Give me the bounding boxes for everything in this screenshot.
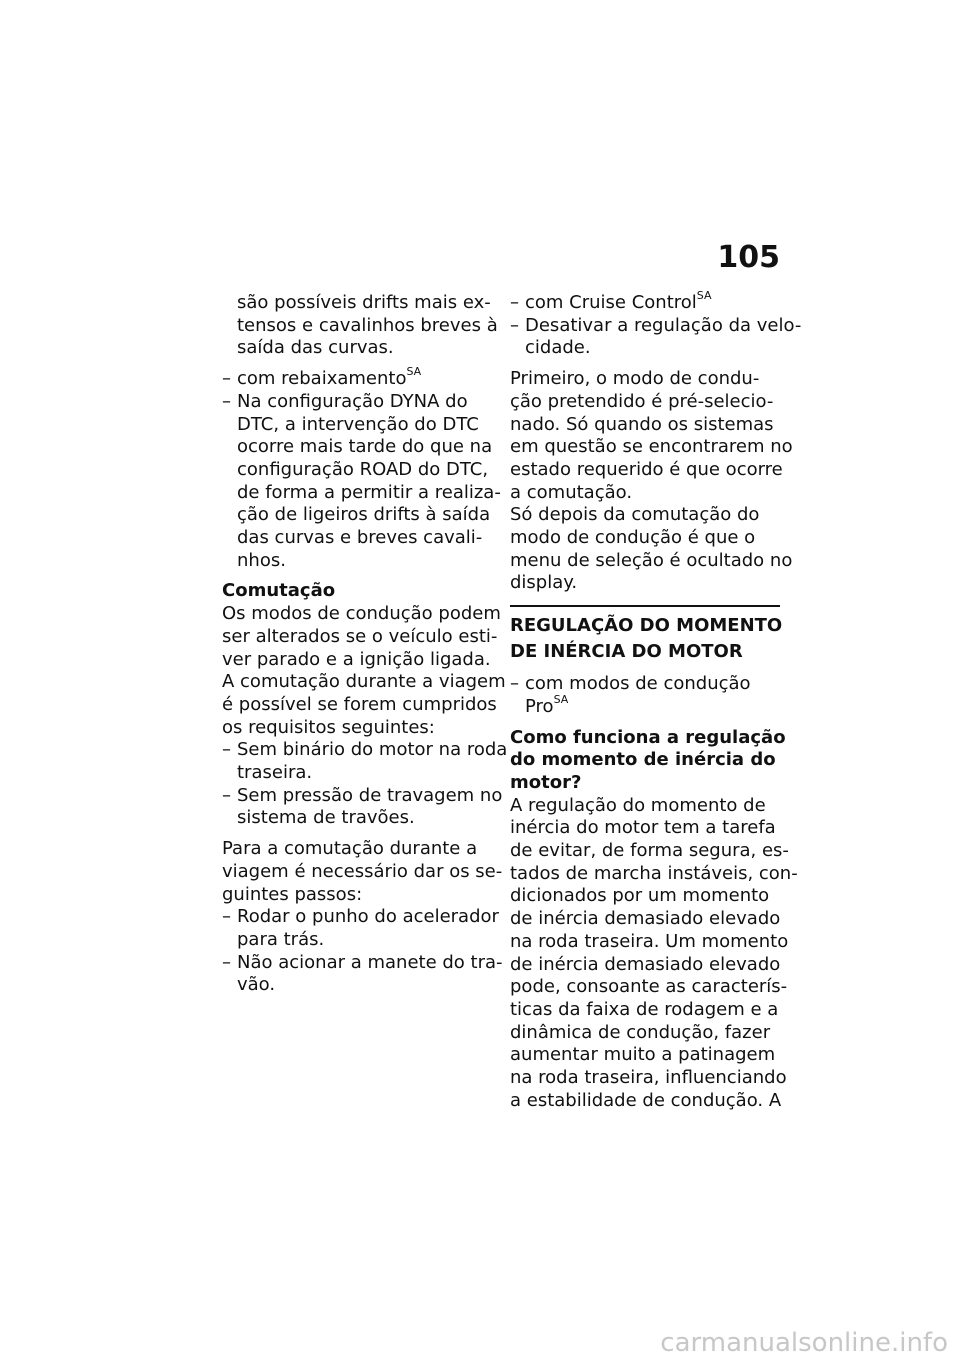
text-line: do momento de inércia do	[510, 749, 776, 771]
text-line: aumentar muito a patinagem	[510, 1044, 776, 1066]
text-line: Para a comutação durante a	[222, 838, 478, 860]
text-line: – Sem binário do motor na roda	[237, 739, 508, 761]
text-line: em questão se encontrarem no	[510, 436, 793, 458]
list-item-dyna	[222, 390, 501, 573]
text-line: traseira.	[237, 762, 313, 784]
text-line: A comutação durante a viagem	[222, 671, 506, 693]
list-item-binario	[222, 739, 508, 784]
section-title-line: REGULAÇÃO DO MOMENTO	[510, 615, 783, 637]
text-line: viagem é necessário dar os se-	[222, 860, 503, 882]
text-line: de inércia demasiado elevado	[510, 908, 781, 930]
text-line: DTC, a intervenção do DTC	[237, 413, 479, 435]
text-line: A regulação do momento de	[510, 794, 766, 816]
text-line: a estabilidade de condução. A	[510, 1089, 782, 1111]
intro-paragraph	[222, 292, 498, 360]
list-item-rodar	[222, 906, 499, 951]
text-line: ticas da faixa de rodagem e a	[510, 998, 779, 1020]
text-line: – Desativar a regulação da velo-	[525, 314, 802, 336]
text-line: nado. Só quando os sistemas	[510, 413, 774, 435]
text-line: Só depois da comutação do	[510, 504, 760, 526]
text-line: motor?	[510, 771, 582, 793]
text-line: na roda traseira, influenciando	[510, 1067, 787, 1089]
sa-superscript: SA	[406, 365, 422, 379]
footer-watermark: carmanualsonline.info	[660, 1328, 948, 1358]
text-line: ser alterados se o veículo esti-	[222, 625, 498, 647]
text-line: ção de ligeiros drifts à saída	[237, 504, 491, 526]
list-item-desativar	[510, 314, 802, 360]
text-line: é possível se forem cumpridos	[222, 693, 497, 715]
text-line: tensos e cavalinhos breves à	[237, 314, 498, 336]
text-line: – Rodar o punho do acelerador	[237, 906, 499, 928]
paragraph-regulacao	[510, 794, 798, 1113]
text-line: estado requerido é que ocorre	[510, 458, 783, 480]
paragraph-primeiro	[510, 368, 793, 595]
list-item-pressao	[222, 784, 503, 830]
text-line: menu de seleção é ocultado no	[510, 549, 793, 571]
text-line: dinâmica de condução, fazer	[510, 1021, 771, 1043]
text-line: na roda traseira. Um momento	[510, 930, 789, 952]
text-line: ver parado e a ignição ligada.	[222, 648, 491, 670]
text-line: – Na configuração DYNA do	[237, 390, 468, 412]
text-line: saída das curvas.	[237, 337, 394, 359]
text-line: Primeiro, o modo de condu-	[510, 368, 760, 390]
subheading-como-funciona	[510, 726, 786, 795]
text-line: vão.	[237, 974, 276, 996]
text-line: tados de marcha instáveis, con-	[510, 862, 798, 884]
right-column	[510, 289, 802, 1113]
section-title-line: DE INÉRCIA DO MOTOR	[510, 641, 743, 663]
list-item-rebaixamento	[222, 365, 492, 391]
text-line: nhos.	[237, 549, 286, 571]
list-item-label: Pro	[525, 695, 554, 717]
text-line: – Sem pressão de travagem no	[237, 784, 503, 806]
paragraph-passos	[222, 838, 503, 906]
text-line: de evitar, de forma segura, es-	[510, 840, 789, 862]
list-item-manete	[222, 951, 503, 997]
list-item-label: com Cruise Control	[525, 292, 697, 313]
text-line: display.	[510, 572, 578, 594]
sa-superscript: SA	[553, 692, 569, 706]
text-line: inércia do motor tem a tarefa	[510, 817, 776, 839]
text-line: sistema de travões.	[237, 807, 415, 829]
text-line: das curvas e breves cavali-	[237, 527, 483, 549]
text-line: Os modos de condução podem	[222, 603, 501, 625]
text-line: de inércia demasiado elevado	[510, 953, 781, 975]
text-line: a comutação.	[510, 481, 633, 503]
text-line: para trás.	[237, 928, 325, 950]
left-column	[222, 292, 508, 997]
text-line: cidade.	[525, 337, 591, 359]
list-item-cruise-control	[510, 289, 780, 315]
heading-comutacao: Comutação	[222, 580, 336, 602]
paragraph-modos	[222, 603, 506, 739]
page-number: 105	[717, 240, 780, 275]
text-line	[525, 692, 780, 719]
text-line: os requisitos seguintes:	[222, 716, 435, 738]
text-line: ção pretendido é pré-selecio-	[510, 390, 774, 412]
text-line: configuração ROAD do DTC,	[237, 458, 489, 480]
list-item-modos-pro	[510, 673, 780, 718]
text-line: guintes passos:	[222, 883, 363, 905]
text-line: – Não acionar a manete do tra-	[237, 951, 503, 973]
text-line: são possíveis drifts mais ex-	[237, 292, 491, 313]
text-line: pode, consoante as caracterís-	[510, 976, 788, 998]
section-heading	[510, 605, 783, 665]
sa-superscript: SA	[696, 289, 712, 302]
text-line: modo de condução é que o	[510, 527, 756, 549]
text-line: dicionados por um momento	[510, 885, 770, 907]
text-line: ocorre mais tarde do que na	[237, 436, 493, 458]
text-line: Como funciona a regulação	[510, 726, 786, 748]
list-item-label: com rebaixamento	[237, 368, 407, 390]
text-line: de forma a permitir a realiza-	[237, 481, 501, 503]
text-line: – com modos de condução	[525, 673, 751, 695]
